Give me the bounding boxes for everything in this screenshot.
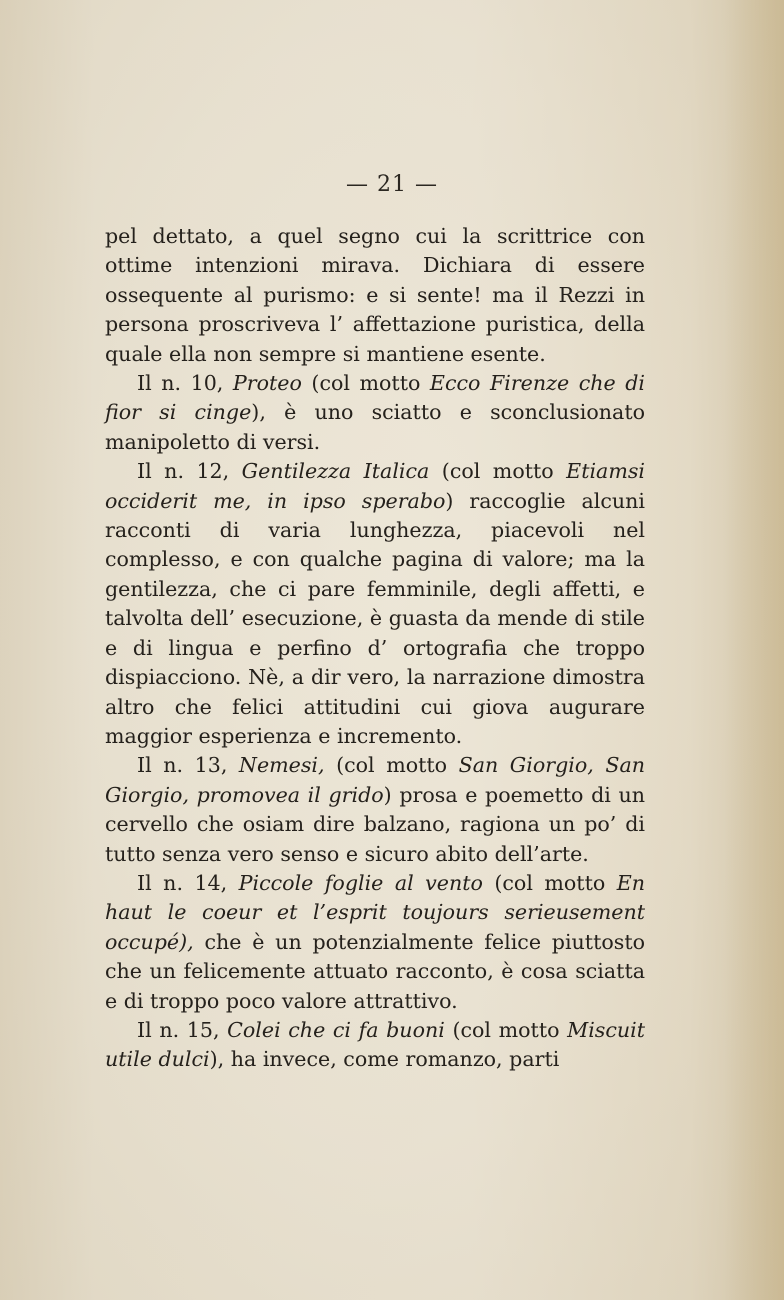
italic-text: Ecco Firenze che di fior si cinge	[105, 371, 645, 425]
text-run: ) raccoglie alcuni racconti di varia lunghezza, piacevoli nel complesso, e con qualche pagina di valore; ma la gentilezza, che ci pare femminile, degli affetti, e talvolta dell’ esecuzione, è guasta da mende di stile e di lingua e perfino d’ ortografia che troppo dispiacciono. Nè, a dir vero, la narrazione dimostra altro che felici attitudini cui giova augurare maggior esperienza e incremento.	[105, 488, 645, 748]
text-run: (col motto	[301, 371, 430, 396]
italic-text: San Giorgio, San Giorgio, promovea il grido	[105, 753, 645, 807]
italic-text: Etiamsi occiderit me, in ipso sperabo	[105, 459, 646, 513]
italic-text: Proteo	[232, 371, 302, 396]
text-run: che è un potenzialmente felice piuttosto che un felicemente attuato racconto, è cosa sciatta e di troppo poco valore attrattivo.	[105, 929, 645, 1013]
paragraph	[105, 869, 645, 1016]
text-run: Il n. 13,	[137, 753, 239, 778]
paragraph	[105, 1016, 645, 1075]
text-run: Il n. 12,	[137, 459, 242, 484]
text-run: Il n. 10,	[137, 371, 233, 396]
paragraph	[105, 457, 645, 751]
text-run: pel dettato, a quel segno cui la scrittrice con ottime intenzioni mirava. Dichiara di essere ossequente al purismo: e si sente! ma il Rezzi in persona proscriveva l’ affettazione puristica, della quale ella non sempre si mantiene esente.	[105, 224, 645, 366]
paragraph	[105, 369, 645, 457]
body-text	[105, 222, 645, 1075]
text-run: Il n. 14,	[137, 870, 239, 895]
italic-text: Piccole foglie al vento	[238, 870, 483, 895]
text-run: ), ha invece, come romanzo, parti	[209, 1047, 560, 1072]
italic-text: Colei che ci fa buoni	[227, 1017, 445, 1042]
italic-text: Nemesi,	[238, 753, 325, 778]
text-run: (col motto	[444, 1017, 568, 1042]
text-run: (col motto	[482, 870, 617, 895]
text-run: ) prosa e poemetto di un cervello che osiam dire balzano, ragiona un po’ di tutto senza vero senso e sicuro abito dell’arte.	[105, 782, 645, 866]
paragraph	[105, 751, 645, 869]
text-run: (col motto	[429, 459, 567, 484]
italic-text: En haut le coeur et l’esprit toujours serieusement occupé),	[105, 870, 646, 954]
text-run: Il n. 15,	[137, 1017, 228, 1042]
page-number: — 21 —	[346, 172, 438, 197]
text-run: (col motto	[324, 753, 459, 778]
italic-text: Miscuit utile dulci	[105, 1017, 646, 1072]
paragraph	[105, 222, 645, 369]
text-run: ), è uno sciatto e sconclusionato manipoletto di versi.	[105, 400, 645, 454]
italic-text: Gentilezza Italica	[241, 459, 430, 484]
